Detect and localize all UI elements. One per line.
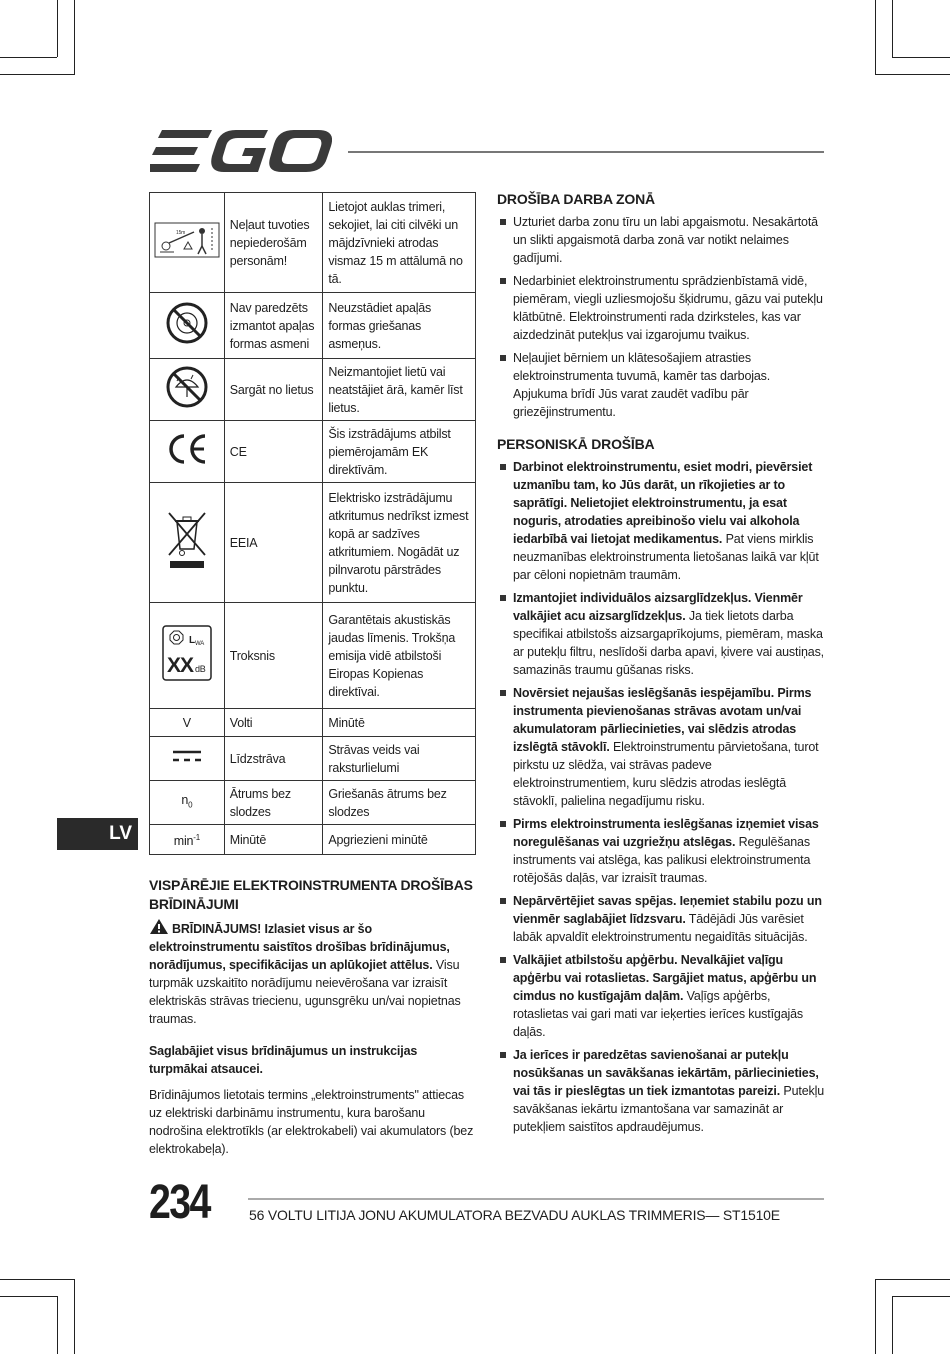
svg-text:dB: dB bbox=[194, 664, 206, 674]
crop-mark bbox=[892, 0, 893, 57]
warning-bold-text: BRĪDINĀJUMS! Izlasiet visus ar šo elektroinstrumentu saistītos drošības brīdinājumus, norādījumus, specifikācijas un aplūkojiet attēlus. bbox=[149, 922, 450, 972]
item-text: Elektroinstrumentu pārvietošana, turot pirkstu uz slēdža, vai strāvas padeve elektroinstrumentiem, kuru slēdzis atrodas ieslēgtā stāvoklī, palielina negadījumu risku. bbox=[513, 740, 819, 808]
table-row bbox=[150, 781, 476, 825]
symbol-cell bbox=[150, 359, 225, 421]
crop-mark bbox=[875, 74, 950, 75]
symbol-name: Volti bbox=[224, 709, 323, 737]
list-item bbox=[497, 815, 827, 887]
symbol-cell bbox=[150, 483, 225, 603]
crop-mark bbox=[0, 74, 75, 75]
save-instructions: Saglabājiet visus brīdinājumus un instrukcijas turpmākai atsaucei. bbox=[149, 1044, 418, 1076]
symbol-name: CE bbox=[224, 421, 323, 483]
per-minute-symbol bbox=[150, 825, 225, 855]
item-bold-text: Pirms elektroinstrumenta ieslēgšanas izņemiet visas noregulēšanas vai uzgriežņu atslēgas. bbox=[513, 817, 819, 849]
weee-bin-icon bbox=[165, 509, 209, 571]
table-row bbox=[150, 737, 476, 781]
symbol-name: Nav paredzēts izmantot apaļas formas asmeni bbox=[224, 293, 323, 359]
no-load-speed-symbol bbox=[150, 781, 225, 825]
language-tab: LV bbox=[57, 818, 138, 850]
footer-title: 56 VOLTU LITIJA JONU AKUMULATORA BEZVADU AUKLAS TRIMMERIS— ST1510E bbox=[249, 1207, 780, 1223]
list-item bbox=[497, 349, 827, 421]
direct-current-icon bbox=[172, 748, 202, 764]
item-text: Tādējādi Jūs varēsiet labāk apvaldīt elektroinstrumentu negaidītās situācijās. bbox=[513, 912, 808, 944]
symbol-description: Neuzstādiet apaļās formas griešanas asmeņus. bbox=[323, 293, 476, 359]
svg-text:15m: 15m bbox=[175, 230, 186, 236]
symbol-text: n bbox=[181, 792, 189, 807]
bullet-list bbox=[497, 458, 827, 1136]
symbol-name: Neļaut tuvoties nepiederošām personām! bbox=[224, 193, 323, 293]
bystander-distance-icon bbox=[154, 222, 220, 258]
symbol-description: Garantētais akustiskās jaudas līmenis. Trokšņa emisija vidē atbilstoši Eiropas Kopienas direktīvai. bbox=[323, 603, 476, 709]
crop-mark bbox=[74, 1279, 75, 1354]
item-bold-text: Darbinot elektroinstrumentu, esiet modri, pievērsiet uzmanību tam, ko Jūs darāt, un rīkojieties ar to saprātīgi. Nelietojiet elektroinstrumentu, ja esat noguris, atrodaties apreibinošo vielu vai alkohola iedarbībā vai lietojat medikamentus. bbox=[513, 460, 813, 546]
crop-mark bbox=[892, 1296, 950, 1297]
symbol-name: Minūtē bbox=[224, 825, 323, 855]
list-item bbox=[497, 213, 827, 267]
keep-from-rain-icon bbox=[165, 365, 209, 409]
item-bold-text: Nepārvērtējiet savas spējas. Ieņemiet stabilu pozu un vienmēr saglabājiet līdzsvaru. bbox=[513, 894, 822, 926]
item-text: Regulēšanas instruments vai atslēga, kas palikusi elektroinstrumenta rotējošās daļās, var izraisīt traumas. bbox=[513, 835, 811, 885]
symbol-name: EEIA bbox=[224, 483, 323, 603]
symbol-description: Elektrisko izstrādājumu atkritumus nedrīkst izmest kopā ar sadzīves atkritumiem. Nogādāt uz pilnvarotu pārstrādes punktu. bbox=[323, 483, 476, 603]
symbol-name: Līdzstrāva bbox=[224, 737, 323, 781]
symbol-name: Ātrums bez slodzes bbox=[224, 781, 323, 825]
crop-mark bbox=[0, 57, 57, 58]
symbol-description: Šis izstrādājums atbilst piemērojamām EK direktīvām. bbox=[323, 421, 476, 483]
section-heading: DROŠĪBA DARBA ZONĀ bbox=[497, 191, 655, 207]
crop-mark bbox=[892, 57, 950, 58]
symbol-description: Griešanās ātrums bez slodzes bbox=[323, 781, 476, 825]
symbol-subscript: 0 bbox=[188, 800, 193, 810]
crop-mark bbox=[57, 1296, 58, 1354]
ego-logo bbox=[150, 130, 332, 172]
crop-mark bbox=[57, 0, 58, 57]
table-row bbox=[150, 483, 476, 603]
item-text: Vaļīgs apģērbs, rotaslietas vai gari mati var ieķerties ierīces kustīgajās daļās. bbox=[513, 989, 804, 1039]
list-item bbox=[497, 1046, 827, 1136]
svg-text:WA: WA bbox=[194, 641, 204, 647]
general-warnings-section bbox=[149, 876, 475, 1158]
symbol-text: min bbox=[173, 834, 194, 849]
item-bold-text: Ja ierīces ir paredzētas savienošanai ar putekļu nosūkšanas un savākšanas iekārtām, pārliecinieties, vai tās ir pieslēgtas un tiek izmantotas pareizi. bbox=[513, 1048, 819, 1098]
item-text: Nedarbiniet elektroinstrumentu sprādzienbīstamā vidē, piemēram, viegli uzliesmojošu šķidrumu, gāzu vai putekļu klātbūtnē. Elektroinstrumenti rada dzirksteles, kas var aizdedzināt putekļus vai izgarojumu tvaikus. bbox=[513, 274, 823, 342]
table-row bbox=[150, 193, 476, 293]
symbol-cell bbox=[150, 603, 225, 709]
crop-mark bbox=[0, 1296, 57, 1297]
symbol-description: Neizmantojiet lietū vai neatstājiet ārā, kamēr līst lietus. bbox=[323, 359, 476, 421]
symbol-cell bbox=[150, 737, 225, 781]
symbol-cell bbox=[150, 293, 225, 359]
item-text: Ja tiek lietots darba specifikai atbilstošs aizsargaprīkojums, piemēram, maska ar putekļu filtru, neslīdoši darba apavi, ķivere vai austiņas, samazinās traumu gūšanas risks. bbox=[513, 609, 825, 677]
table-row bbox=[150, 709, 476, 737]
list-item bbox=[497, 272, 827, 344]
crop-mark bbox=[875, 1279, 876, 1354]
symbol-cell bbox=[150, 193, 225, 293]
header-rule bbox=[348, 151, 824, 153]
warning-triangle-icon bbox=[149, 918, 169, 935]
item-text: Putekļu savākšanas iekārtu izmantošana var samazināt ar putekļiem saistītos apdraudējumus. bbox=[513, 1084, 825, 1134]
warning-text: Visu turpmāk uzskaitīto norādījumu neievērošana var izraisīt elektriskās strāvas triecienu, ugunsgrēku un/vai nopietnas traumas. bbox=[149, 958, 461, 1026]
noise-level-icon bbox=[161, 624, 213, 682]
page-number: 234 bbox=[149, 1176, 210, 1229]
right-column bbox=[497, 190, 827, 1141]
table-row bbox=[150, 825, 476, 855]
list-item bbox=[497, 892, 827, 946]
table-row bbox=[150, 293, 476, 359]
crop-mark bbox=[875, 0, 876, 75]
crop-mark bbox=[0, 1279, 75, 1280]
symbol-description: Minūtē bbox=[323, 709, 476, 737]
list-item bbox=[497, 589, 827, 679]
section-heading: VISPĀRĒJIE ELEKTROINSTRUMENTA DROŠĪBAS BRĪDINĀJUMI bbox=[149, 877, 473, 912]
table-row bbox=[150, 421, 476, 483]
symbol-description: Strāvas veids vai raksturlielumi bbox=[323, 737, 476, 781]
item-bold-text: Novērsiet nejaušas ieslēgšanās iespējamību. Pirms instrumenta pievienošanas strāvas avotam un/vai akumulatoram pārliecinieties, vai slēdzis atrodas izslēgtā stāvoklī. bbox=[513, 686, 812, 754]
table-row bbox=[150, 603, 476, 709]
list-item bbox=[497, 458, 827, 584]
symbol-superscript: -1 bbox=[193, 832, 200, 842]
svg-text:L: L bbox=[188, 635, 195, 646]
no-round-blade-icon bbox=[165, 301, 209, 345]
symbol-description: Lietojot auklas trimeri, sekojiet, lai citi cilvēki un mājdzīvnieki atrodas vismaz 15 m attālumā no tā. bbox=[323, 193, 476, 293]
list-item bbox=[497, 951, 827, 1041]
crop-mark bbox=[892, 1296, 893, 1354]
symbol-name: Troksnis bbox=[224, 603, 323, 709]
symbols-table bbox=[149, 192, 476, 855]
symbol-cell bbox=[150, 421, 225, 483]
item-bold-text: Izmantojiet individuālos aizsarglīdzekļus. Vienmēr valkājiet acu aizsarglīdzekļus. bbox=[513, 591, 803, 623]
item-bold-text: Valkājiet atbilstošu apģērbu. Nevalkājiet vaļīgu apģērbu vai rotaslietas. Sargājiet matus, apģērbu un cimdus no kustīgajām daļām. bbox=[513, 953, 817, 1003]
bullet-list bbox=[497, 213, 827, 421]
table-row bbox=[150, 359, 476, 421]
item-text: Pat viens mirklis neuzmanības elektroinstrumenta lietošanas laikā var kļūt par cēloni nopietnām traumām. bbox=[513, 532, 819, 582]
item-text: Neļaujiet bērniem un klātesošajiem atrasties elektroinstrumenta tuvumā, kamēr tas darbojas. Apjukuma brīdī Jūs varat zaudēt vadību pār griezējinstrumentu. bbox=[513, 351, 771, 419]
crop-mark bbox=[74, 0, 75, 75]
crop-mark bbox=[875, 1279, 950, 1280]
symbol-description: Apgriezieni minūtē bbox=[323, 825, 476, 855]
list-item bbox=[497, 684, 827, 810]
warning-paragraph bbox=[149, 918, 475, 1028]
ce-mark-icon bbox=[165, 432, 209, 466]
footer-rule bbox=[248, 1198, 824, 1200]
symbol-name: Sargāt no lietus bbox=[224, 359, 323, 421]
volt-symbol: V bbox=[150, 709, 225, 737]
section-heading: PERSONISKĀ DROŠĪBA bbox=[497, 436, 655, 452]
item-text: Uzturiet darba zonu tīru un labi apgaismotu. Nesakārtotā un slikti apgaismotā darba zonā var notikt nelaimes gadījumi. bbox=[513, 215, 818, 265]
term-definition: Brīdinājumos lietotais termins „elektroinstruments" attiecas uz elektriski darbināmu instrumentu, kura barošanu nodrošina elektrotīkls (ar elektrokabeli) vai akumulators (bez elektrokabeļa). bbox=[149, 1088, 474, 1156]
svg-text:XX: XX bbox=[166, 654, 193, 677]
